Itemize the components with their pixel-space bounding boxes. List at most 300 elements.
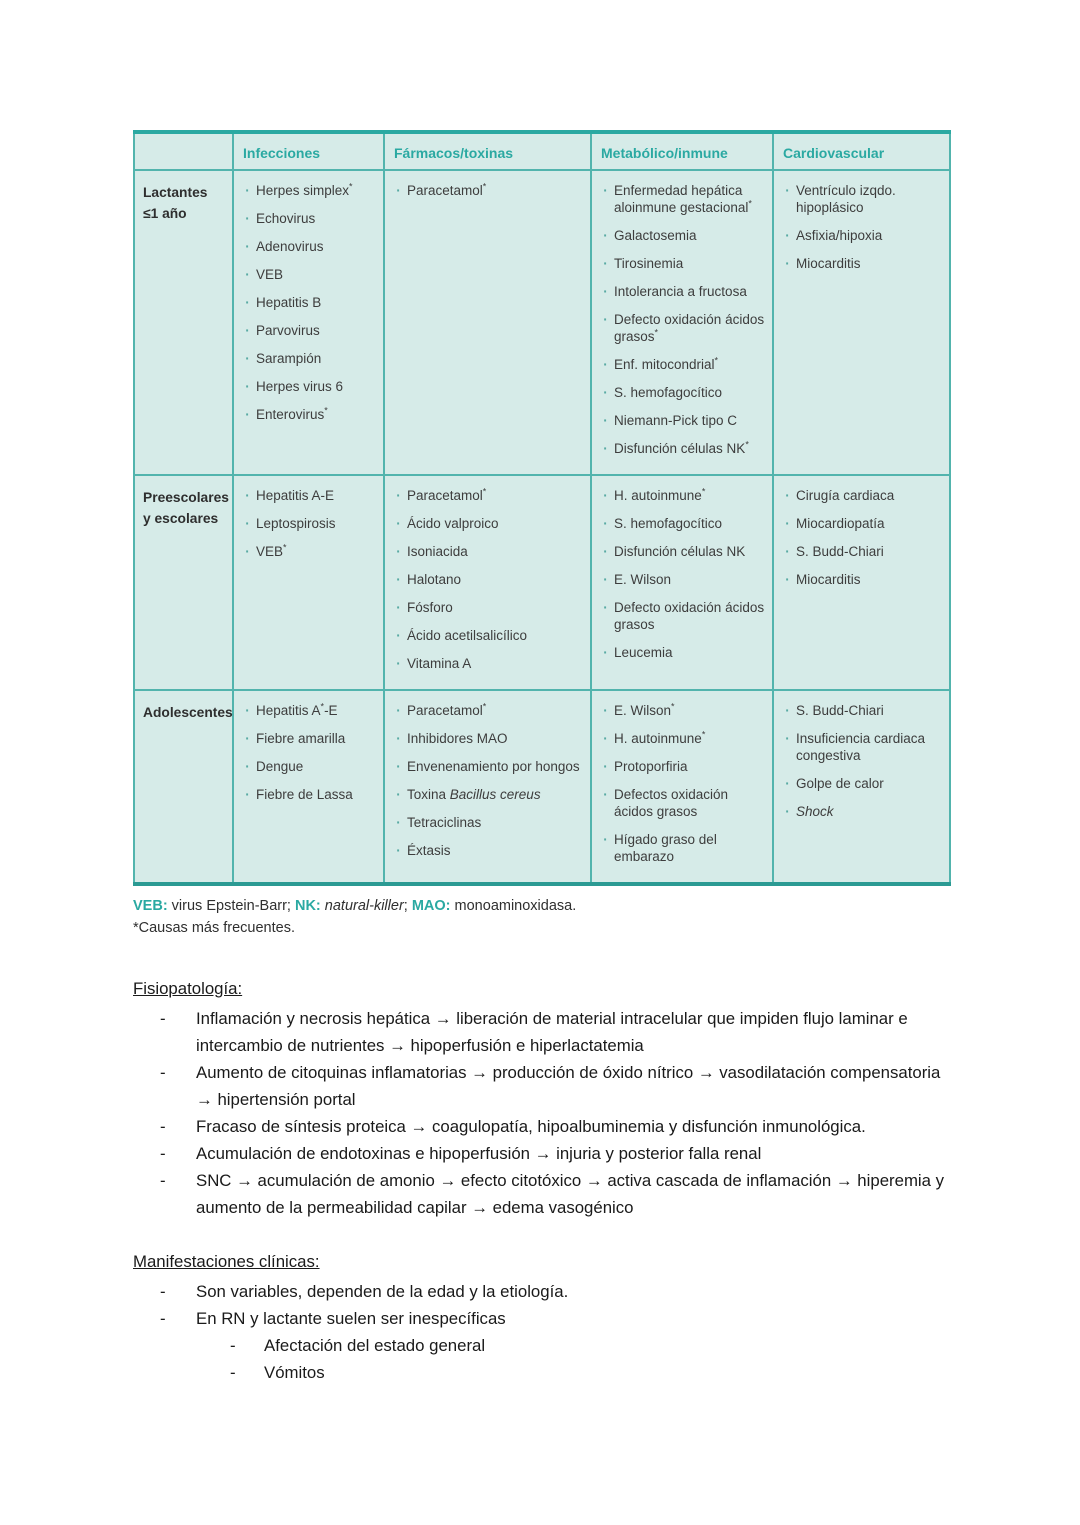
row-label [134, 170, 233, 475]
plain-text: Fósforo [407, 600, 453, 615]
cell-item [239, 543, 377, 560]
bullet-dot-icon: · [785, 804, 790, 819]
cell-item-text [256, 543, 377, 560]
plain-text: Defecto oxidación ácidos grasos [614, 312, 765, 344]
cell-item-text [614, 599, 766, 633]
cell-item-text [407, 571, 584, 588]
dash-bullet-icon: - [160, 1309, 166, 1328]
bullet-dot-icon: · [396, 759, 401, 774]
bullet-dot-icon: · [396, 703, 401, 718]
plain-text: Echovirus [256, 211, 316, 226]
cell-item-text [614, 831, 766, 865]
plain-text: Paracetamol [407, 488, 483, 503]
bullet-item [133, 1278, 949, 1305]
cell-item-text [614, 255, 766, 272]
plain-text: E. Wilson [614, 572, 672, 587]
cell-item-text [407, 599, 584, 616]
plain-text: Disfunción células NK [614, 544, 746, 559]
bullet-dot-icon: · [396, 488, 401, 503]
cell-item-text [614, 702, 766, 719]
cell-item [239, 266, 377, 283]
bullet-dot-icon: · [603, 284, 608, 299]
row-label-line: Adolescentes [143, 705, 233, 720]
bullet-text: En RN y lactante suelen ser inespecíficas [196, 1309, 506, 1328]
cell-item-text [614, 440, 766, 457]
abbreviation-term: MAO: [411, 898, 451, 914]
table-cell [233, 170, 384, 475]
bullet-item [133, 1005, 949, 1059]
plain-text: Hepatitis A-E [256, 488, 335, 503]
cell-item-text [407, 814, 584, 831]
cell-item [597, 644, 766, 661]
bullet-dot-icon: · [245, 211, 250, 226]
bullet-dot-icon: · [603, 516, 608, 531]
plain-text: Ácido acetilsalicílico [407, 628, 528, 643]
bullet-dot-icon: · [245, 703, 250, 718]
cell-item [239, 294, 377, 311]
bullet-dot-icon: · [245, 267, 250, 282]
plain-text: Golpe de calor [796, 776, 884, 791]
plain-text: Cirugía cardiaca [796, 488, 895, 503]
plain-text: Halotano [407, 572, 462, 587]
plain-text: Herpes simplex [256, 183, 350, 198]
cell-item [239, 350, 377, 367]
asterisk-marker: * [482, 701, 487, 712]
row-label-line: Preescolares [143, 490, 229, 505]
cell-item-list [234, 691, 383, 820]
asterisk-marker: * [701, 486, 706, 497]
cell-item-text [256, 487, 377, 504]
cell-item-text [256, 758, 377, 775]
bullet-dot-icon: · [603, 488, 608, 503]
dash-bullet-icon: - [230, 1363, 236, 1382]
cell-item-text [614, 543, 766, 560]
cell-item-text [796, 255, 943, 272]
cell-item-text [796, 487, 943, 504]
cell-item-list [385, 691, 590, 876]
cell-item [597, 571, 766, 588]
bullet-dot-icon: · [785, 488, 790, 503]
cell-item [597, 543, 766, 560]
asterisk-marker: * [714, 355, 719, 366]
cell-item [239, 322, 377, 339]
cell-item [239, 210, 377, 227]
bullet-dot-icon: · [603, 787, 608, 802]
bullet-text: Acumulación de endotoxinas e hipoperfusión → injuria y posterior falla renal [196, 1144, 762, 1163]
cell-item-text [614, 571, 766, 588]
plain-text: Tetraciclinas [407, 815, 482, 830]
cell-item-text [256, 322, 377, 339]
asterisk-marker: * [320, 701, 325, 712]
cell-item-text [256, 182, 377, 199]
plain-text: Tirosinemia [614, 256, 684, 271]
bullet-text: Son variables, dependen de la edad y la etiología. [196, 1282, 569, 1301]
bullet-dot-icon: · [603, 731, 608, 746]
table-cell [384, 690, 591, 884]
cell-item [390, 730, 584, 747]
cell-item-text [256, 350, 377, 367]
bullet-dot-icon: · [603, 413, 608, 428]
bullet-dot-icon: · [785, 703, 790, 718]
cell-item-text [614, 644, 766, 661]
cell-item-text [407, 182, 584, 199]
table-cell [773, 475, 950, 690]
plain-text: Éxtasis [407, 843, 451, 858]
section-manifestaciones-clinicas [133, 1248, 949, 1386]
cell-item-text [256, 730, 377, 747]
cell-item-list [385, 476, 590, 689]
table-cell [233, 690, 384, 884]
bullet-dot-icon: · [785, 516, 790, 531]
cell-item [239, 378, 377, 395]
plain-text: S. hemofagocítico [614, 516, 723, 531]
cell-item [239, 758, 377, 775]
plain-text: virus Epstein-Barr; [167, 898, 295, 914]
cell-item [390, 487, 584, 504]
abbreviations-note [133, 895, 949, 917]
asterisk-marker: * [482, 486, 487, 497]
bullet-dot-icon: · [396, 516, 401, 531]
plain-text: Leucemia [614, 645, 673, 660]
cell-item-text [614, 311, 766, 345]
bullet-dot-icon: · [245, 183, 250, 198]
cell-item-text [614, 283, 766, 300]
cell-item-text [614, 356, 766, 373]
plain-text: Enfermedad hepática aloinmune gestacional [614, 183, 749, 215]
cell-item-text [407, 627, 584, 644]
cell-item-text [407, 515, 584, 532]
bullet-dot-icon: · [245, 351, 250, 366]
table-footnote [133, 895, 949, 939]
cell-item-text [256, 210, 377, 227]
cell-item-list [592, 476, 772, 678]
cell-item [597, 311, 766, 345]
cell-item [779, 182, 943, 216]
bullet-dot-icon: · [245, 731, 250, 746]
cell-item [597, 356, 766, 373]
bullet-dot-icon: · [396, 600, 401, 615]
bullet-dot-icon: · [396, 544, 401, 559]
cell-item [597, 255, 766, 272]
body-sections [133, 975, 949, 1386]
cell-item [597, 515, 766, 532]
cell-item [597, 384, 766, 401]
row-label [134, 475, 233, 690]
cell-item-text [407, 730, 584, 747]
asterisk-marker: * [748, 198, 752, 209]
plain-text: -E [324, 703, 338, 718]
cell-item [779, 255, 943, 272]
cell-item [239, 515, 377, 532]
table-cell [773, 690, 950, 884]
bullet-dot-icon: · [396, 183, 401, 198]
bullet-dot-icon: · [396, 815, 401, 830]
bullet-dot-icon: · [245, 379, 250, 394]
cell-item-text [796, 515, 943, 532]
cell-item-text [256, 515, 377, 532]
plain-text: H. autoinmune [614, 731, 702, 746]
table-row [134, 170, 950, 475]
plain-text: Dengue [256, 759, 304, 774]
plain-text: VEB [256, 544, 284, 559]
cell-item [597, 182, 766, 216]
cell-item [779, 515, 943, 532]
bullet-dot-icon: · [603, 832, 608, 847]
column-header-metabolico-inmune: Metabólico/inmune [591, 132, 773, 170]
bullet-dot-icon: · [603, 759, 608, 774]
bullet-item [133, 1140, 949, 1167]
table-cell [233, 475, 384, 690]
dash-bullet-icon: - [160, 1282, 166, 1301]
dash-bullet-icon: - [160, 1009, 166, 1028]
section-fisiopatologia [133, 975, 949, 1221]
cell-item [779, 227, 943, 244]
bullet-dot-icon: · [785, 256, 790, 271]
etiology-table [133, 130, 951, 886]
plain-text: Hepatitis A [256, 703, 321, 718]
bullet-dot-icon: · [603, 703, 608, 718]
bullet-text: Aumento de citoquinas inflamatorias → producción de óxido nítrico → vasodilatación compensatoria → hipertensión portal [196, 1063, 941, 1109]
plain-text: Defectos oxidación ácidos grasos [614, 787, 729, 819]
cell-item-text [614, 758, 766, 775]
cell-item-text [796, 227, 943, 244]
cell-item-text [796, 571, 943, 588]
cell-item-text [614, 487, 766, 504]
bullet-dot-icon: · [245, 239, 250, 254]
plain-text: Sarampión [256, 351, 322, 366]
row-label-line: ≤1 año [143, 206, 187, 221]
bullet-dot-icon: · [603, 572, 608, 587]
bullet-dot-icon: · [603, 544, 608, 559]
row-label-line: y escolares [143, 511, 219, 526]
table-row [134, 475, 950, 690]
table-cell [591, 475, 773, 690]
cell-item [779, 775, 943, 792]
cell-item-list [592, 171, 772, 474]
bullet-item [133, 1059, 949, 1113]
plain-text: Hepatitis B [256, 295, 322, 310]
plain-text: Leptospirosis [256, 516, 336, 531]
column-header-farmacos-toxinas: Fármacos/toxinas [384, 132, 591, 170]
cell-item-text [614, 515, 766, 532]
cell-item [597, 831, 766, 865]
cell-item [779, 487, 943, 504]
plain-text: Inhibidores MAO [407, 731, 508, 746]
cell-item [390, 571, 584, 588]
bullet-item [133, 1113, 949, 1140]
bullet-dot-icon: · [603, 256, 608, 271]
row-label [134, 690, 233, 884]
cell-item [239, 702, 377, 719]
cell-item [390, 627, 584, 644]
cell-item [597, 487, 766, 504]
bullet-dot-icon: · [245, 295, 250, 310]
plain-text: E. Wilson [614, 703, 672, 718]
cell-item-text [256, 294, 377, 311]
cell-item [390, 515, 584, 532]
cell-item [597, 730, 766, 747]
table-row [134, 690, 950, 884]
asterisk-marker: * [324, 405, 328, 416]
plain-text: H. autoinmune [614, 488, 702, 503]
asterisk-marker: * [671, 701, 675, 712]
asterisk-marker: * [482, 181, 487, 192]
cell-item [390, 655, 584, 672]
cell-item-text [256, 378, 377, 395]
cell-item [597, 440, 766, 457]
cell-item-text [407, 655, 584, 672]
cell-item-list [385, 171, 590, 216]
bullet-dot-icon: · [396, 656, 401, 671]
bullet-dot-icon: · [785, 228, 790, 243]
cell-item-list [774, 476, 949, 605]
bullet-text: Afectación del estado general [264, 1336, 486, 1355]
bullet-dot-icon: · [785, 183, 790, 198]
italic-text: natural-killer [324, 898, 404, 914]
cell-item [597, 758, 766, 775]
bullet-dot-icon: · [785, 572, 790, 587]
bullet-item [133, 1167, 949, 1221]
table-header-row [134, 132, 950, 170]
plain-text: Herpes virus 6 [256, 379, 344, 394]
cell-item-text [796, 182, 943, 216]
bullet-dot-icon: · [396, 572, 401, 587]
cell-item-text [256, 702, 377, 719]
cell-item-list [234, 476, 383, 577]
bullet-text: Inflamación y necrosis hepática → liberación de material intracelular que impiden flujo laminar e intercambio de nutrientes → hipoperfusión e hiperlactatemia [196, 1009, 908, 1055]
plain-text: Enf. mitocondrial [614, 357, 715, 372]
cell-item [597, 227, 766, 244]
cell-item [239, 487, 377, 504]
plain-text: Ventrículo izqdo. hipoplásico [796, 183, 896, 215]
cell-item-text [614, 730, 766, 747]
bullet-dot-icon: · [603, 312, 608, 327]
plain-text: Intolerancia a fructosa [614, 284, 747, 299]
bullet-dot-icon: · [245, 407, 250, 422]
table-cell [591, 170, 773, 475]
plain-text: Fiebre amarilla [256, 731, 346, 746]
cell-item [239, 406, 377, 423]
bullet-dot-icon: · [603, 183, 608, 198]
bullet-dot-icon: · [603, 228, 608, 243]
bullet-dot-icon: · [245, 787, 250, 802]
cell-item-text [796, 702, 943, 719]
plain-text: Galactosemia [614, 228, 697, 243]
bullet-dot-icon: · [396, 843, 401, 858]
plain-text: Vitamina A [407, 656, 472, 671]
bullet-dot-icon: · [245, 488, 250, 503]
cell-item-list [774, 691, 949, 837]
cell-item-text [614, 182, 766, 216]
cell-item-text [256, 786, 377, 803]
cell-item-text [614, 412, 766, 429]
plain-text: Disfunción células NK [614, 441, 746, 456]
dash-bullet-icon: - [230, 1336, 236, 1355]
asterisk-marker: * [283, 542, 287, 553]
asterisk-marker: * [745, 439, 749, 450]
cell-item [390, 182, 584, 199]
plain-text: Paracetamol [407, 703, 483, 718]
bullet-dot-icon: · [603, 645, 608, 660]
plain-text: Niemann-Pick tipo C [614, 413, 738, 428]
plain-text: Insuficiencia cardiaca congestiva [796, 731, 926, 763]
cell-item [390, 543, 584, 560]
cell-item-text [407, 702, 584, 719]
abbreviation-term: VEB: [133, 898, 168, 914]
abbreviation-term: NK: [294, 898, 321, 914]
plain-text: S. Budd-Chiari [796, 703, 884, 718]
plain-text: Miocarditis [796, 256, 861, 271]
bullet-dot-icon: · [785, 776, 790, 791]
dash-bullet-icon: - [160, 1063, 166, 1082]
bullet-text: Vómitos [264, 1363, 325, 1382]
plain-text: Isoniacida [407, 544, 468, 559]
cell-item-text [796, 775, 943, 792]
asterisk-note: *Causas más frecuentes. [133, 920, 295, 936]
bullet-dot-icon: · [396, 731, 401, 746]
dash-bullet-icon: - [160, 1144, 166, 1163]
asterisk-marker: * [654, 327, 659, 338]
cell-item-text [614, 786, 766, 820]
cell-item [597, 786, 766, 820]
plain-text: Ácido valproico [407, 516, 499, 531]
cell-item-text [614, 384, 766, 401]
plain-text: Defecto oxidación ácidos grasos [614, 600, 765, 632]
bullet-item [133, 1305, 949, 1332]
cell-item-text [796, 730, 943, 764]
cell-item [779, 571, 943, 588]
table-cell [591, 690, 773, 884]
cell-item-list [234, 171, 383, 440]
plain-text: Protoporfiria [614, 759, 688, 774]
cell-item [390, 786, 584, 803]
asterisk-marker: * [701, 729, 706, 740]
bullet-dot-icon: · [603, 385, 608, 400]
cell-item [597, 283, 766, 300]
cell-item [390, 702, 584, 719]
plain-text: Miocardiopatía [796, 516, 885, 531]
cell-item-list [592, 691, 772, 882]
cell-item-text [256, 266, 377, 283]
cell-item-text [407, 786, 584, 803]
table-cell [773, 170, 950, 475]
cell-item [779, 543, 943, 560]
plain-text: S. hemofagocítico [614, 385, 723, 400]
plain-text: VEB [256, 267, 284, 282]
plain-text: Paracetamol [407, 183, 483, 198]
cell-item [779, 730, 943, 764]
cell-item-text [614, 227, 766, 244]
cell-item [239, 182, 377, 199]
plain-text: Adenovirus [256, 239, 324, 254]
cell-item [597, 702, 766, 719]
section-heading: Fisiopatología: [133, 979, 243, 998]
plain-text: S. Budd-Chiari [796, 544, 884, 559]
cell-item [239, 786, 377, 803]
plain-text: Parvovirus [256, 323, 320, 338]
row-label-line: Lactantes [143, 185, 208, 200]
cell-item-text [407, 842, 584, 859]
table-cell [384, 170, 591, 475]
sub-bullet-item [133, 1359, 949, 1386]
bullet-dot-icon: · [603, 441, 608, 456]
plain-text: Fiebre de Lassa [256, 787, 353, 802]
bullet-dot-icon: · [396, 628, 401, 643]
plain-text: monoaminoxidasa. [450, 898, 577, 914]
bullet-text: SNC → acumulación de amonio → efecto citotóxico → activa cascada de inflamación → hiperemia y aumento de la permeabilidad capilar → edema vasogénico [196, 1171, 945, 1217]
plain-text: ; [403, 898, 412, 914]
plain-text: Miocarditis [796, 572, 861, 587]
